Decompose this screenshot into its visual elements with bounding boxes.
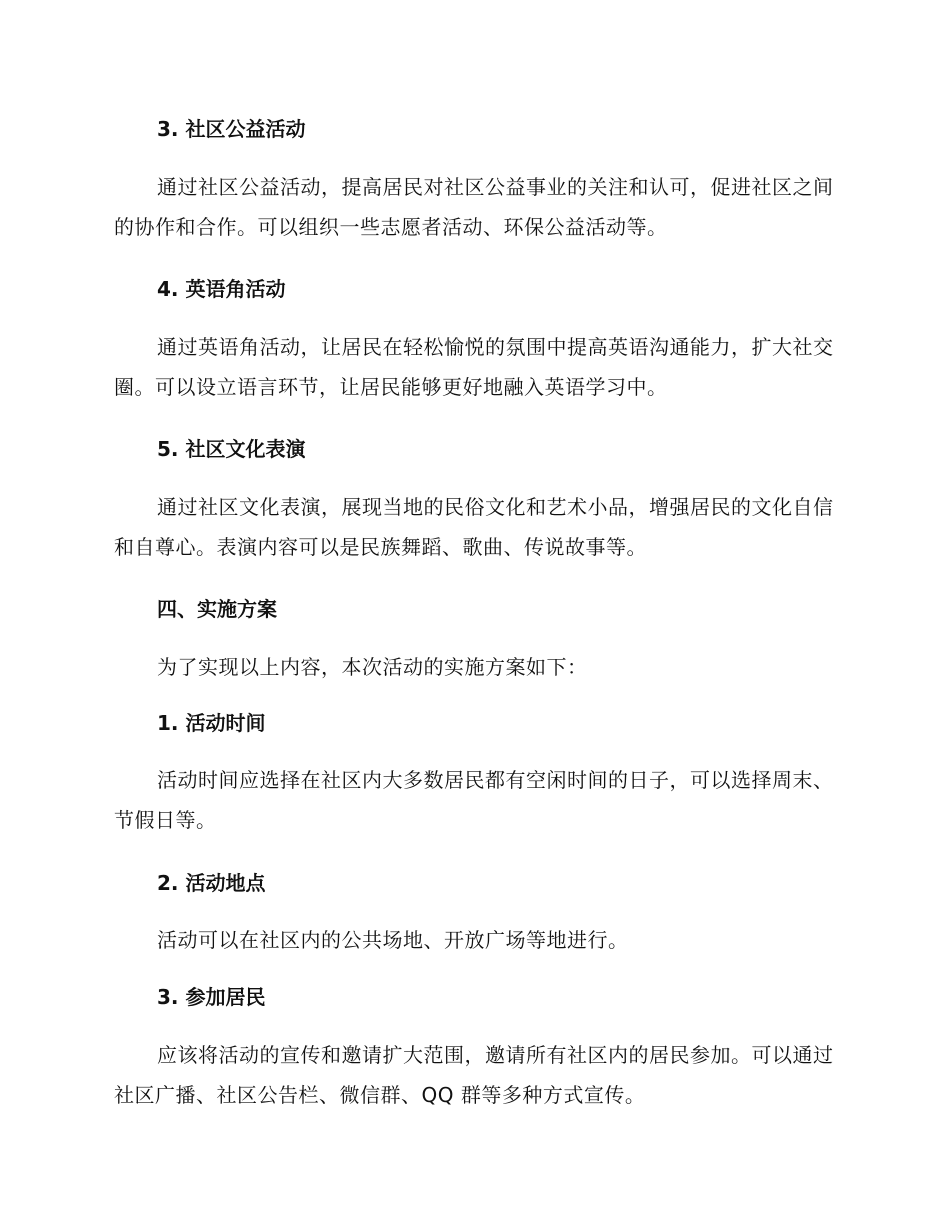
section-paragraph: 通过社区公益活动，提高居民对社区公益事业的关注和认可，促进社区之间的协作和合作。可以组织一些志愿者活动、环保公益活动等。: [114, 175, 834, 239]
section-paragraph: 通过英语角活动，让居民在轻松愉悦的氛围中提高英语沟通能力，扩大社交圈。可以设立语言环节，让居民能够更好地融入英语学习中。: [114, 335, 834, 399]
section-paragraph: 为了实现以上内容，本次活动的实施方案如下：: [157, 655, 588, 679]
section-heading: 2. 活动地点: [157, 871, 266, 895]
section-paragraph: 通过社区文化表演，展现当地的民俗文化和艺术小品，增强居民的文化自信和自尊心。表演内容可以是民族舞蹈、歌曲、传说故事等。: [114, 495, 834, 559]
section-paragraph: 活动可以在社区内的公共场地、开放广场等地进行。: [157, 928, 629, 952]
section-heading: 3. 社区公益活动: [157, 117, 306, 141]
section-heading: 5. 社区文化表演: [157, 437, 306, 461]
section-paragraph: 活动时间应选择在社区内大多数居民都有空闲时间的日子，可以选择周末、节假日等。: [114, 768, 834, 832]
chapter-heading: 四、实施方案: [157, 597, 277, 621]
section-heading: 4. 英语角活动: [157, 277, 286, 301]
section-paragraph: 应该将活动的宣传和邀请扩大范围，邀请所有社区内的居民参加。可以通过社区广播、社区公告栏、微信群、QQ 群等多种方式宣传。: [114, 1043, 834, 1107]
section-heading: 1. 活动时间: [157, 711, 266, 735]
section-heading: 3. 参加居民: [157, 985, 266, 1009]
